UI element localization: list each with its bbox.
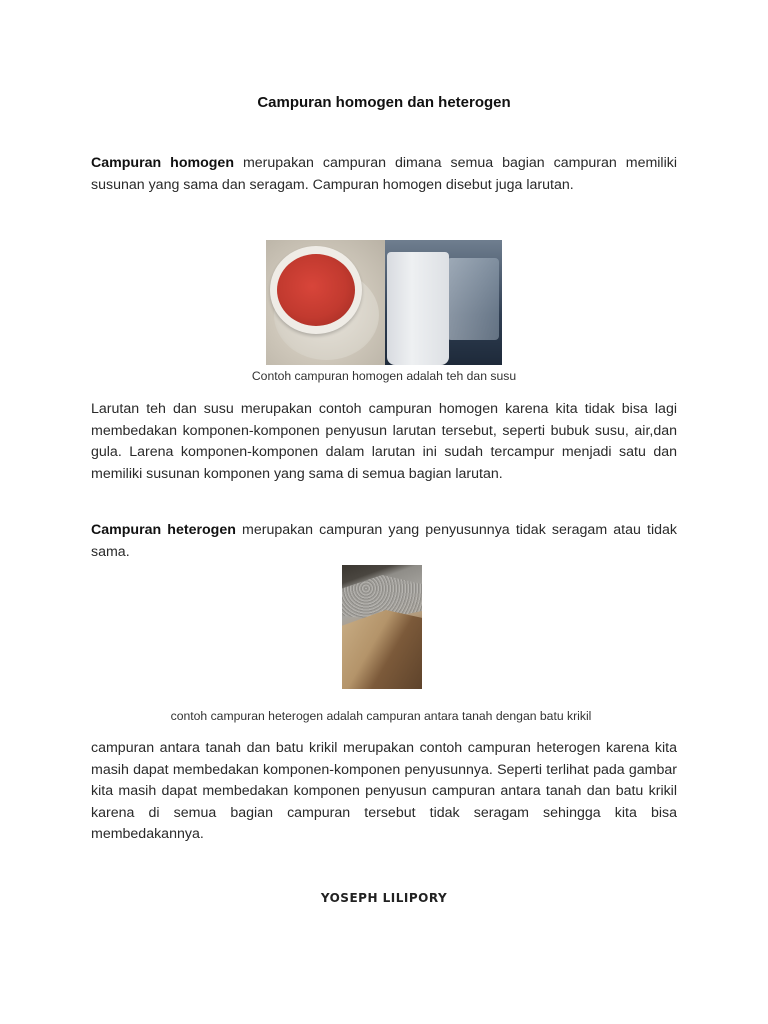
author-name: YOSEPH LILIPORY bbox=[320, 891, 448, 905]
soil-shape bbox=[342, 610, 422, 689]
heterogen-figure-caption: contoh campuran heterogen adalah campuran antara tanah dengan batu krikil bbox=[170, 709, 592, 723]
page-title: Campuran homogen dan heterogen bbox=[257, 94, 511, 111]
milk-glass-photo bbox=[385, 240, 502, 365]
heterogen-definition-paragraph bbox=[91, 520, 677, 563]
water-glass-shape bbox=[447, 258, 499, 340]
homogen-explanation-paragraph: Larutan teh dan susu merupakan contoh campuran homogen karena kita tidak bisa lagi membedakan komponen-komponen penyusun larutan tersebut, seperti bubuk susu, air,dan gula. Larena komponen-komponen dalam larutan ini sudah tercampur menjadi satu dan memiliki susunan komponen yang sama di semua bagian larutan. bbox=[91, 401, 677, 482]
homogen-term: Campuran homogen bbox=[91, 155, 234, 171]
homogen-figure-caption: Contoh campuran homogen adalah teh dan susu bbox=[251, 369, 517, 383]
milk-glass-shape bbox=[387, 252, 449, 365]
tea-liquid-shape bbox=[277, 254, 355, 326]
heterogen-definition-text: merupakan campuran yang penyusunnya tidak seragam atau tidak sama. bbox=[91, 522, 677, 560]
tea-cup-photo bbox=[266, 240, 385, 365]
homogen-definition-paragraph bbox=[91, 153, 677, 196]
tea-and-milk-image bbox=[266, 240, 502, 365]
homogen-definition-text: merupakan campuran dimana semua bagian campuran memiliki susunan yang sama dan seragam. Campuran homogen disebut juga larutan. bbox=[91, 155, 677, 193]
heterogen-explanation-paragraph: campuran antara tanah dan batu krikil merupakan contoh campuran heterogen karena kita masih dapat membedakan komponen-komponen penyusunnya. Seperti terlihat pada gambar kita masih dapat membedakan komponen penyusun campuran antara tanah dan batu krikil karena di semua bagian campuran tersebut tidak seragam sehingga kita bisa membedakannya. bbox=[91, 740, 677, 842]
heterogen-term: Campuran heterogen bbox=[91, 522, 236, 538]
soil-and-gravel-image bbox=[342, 565, 422, 689]
